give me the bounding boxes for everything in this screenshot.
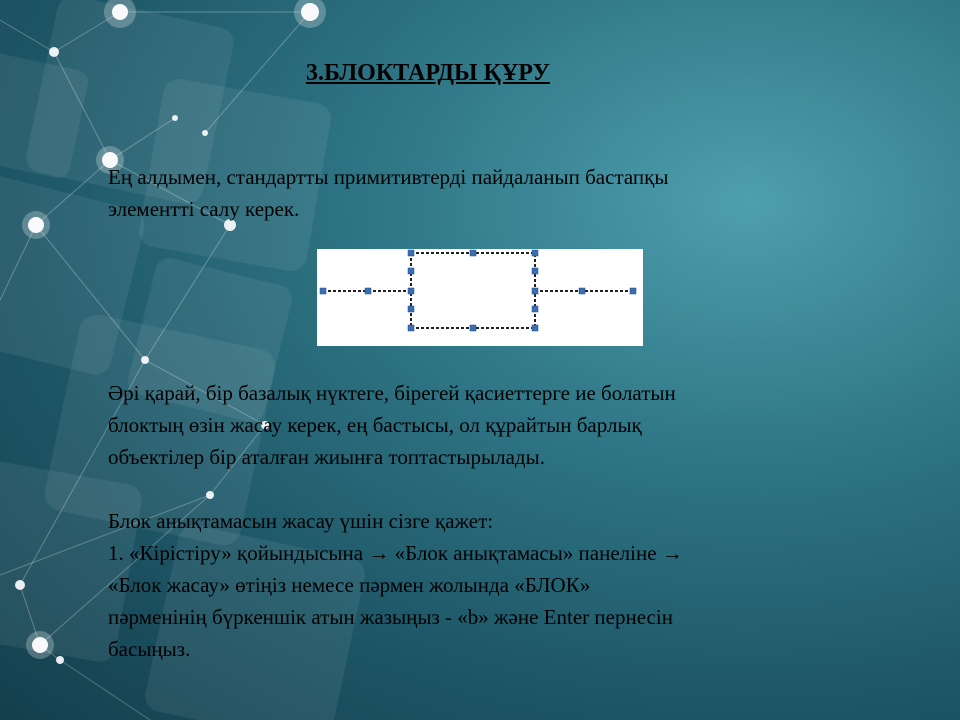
instructions-paragraph (108, 505, 868, 665)
selected-block-primitives-icon (317, 249, 643, 346)
text-line: пәрменінің бүркеншік атын жазыңыз - «b» және Enter пернесін (108, 605, 673, 629)
text-line: «Блок жасау» өтіңіз немесе пәрмен жолында «БЛОК» (108, 573, 591, 597)
text-line: блоктың өзін жасау керек, ең бастысы, ол құрайтын барлық (108, 413, 642, 437)
text-line: Блок анықтамасын жасау үшін сізге қажет: (108, 509, 494, 533)
slide-title: 3.БЛОКТАРДЫ ҚҰРУ (306, 60, 550, 86)
text-line: Ең алдымен, стандартты примитивтерді пайдаланып бастапқы (108, 165, 669, 189)
block-primitives-figure (317, 249, 643, 346)
text-line: басыңыз. (108, 637, 191, 661)
block-creation-paragraph (108, 377, 868, 473)
text-line: элементті салу керек. (108, 197, 300, 221)
text-line: 1. «Кірістіру» қойындысына → «Блок анықтамасы» панеліне → (108, 541, 683, 565)
text-line: Әрі қарай, бір базалық нүктеге, бірегей қасиеттерге ие болатын (108, 381, 676, 405)
intro-paragraph (108, 161, 868, 225)
text-line: объектілер бір аталған жиынға топтастырылады. (108, 445, 545, 469)
